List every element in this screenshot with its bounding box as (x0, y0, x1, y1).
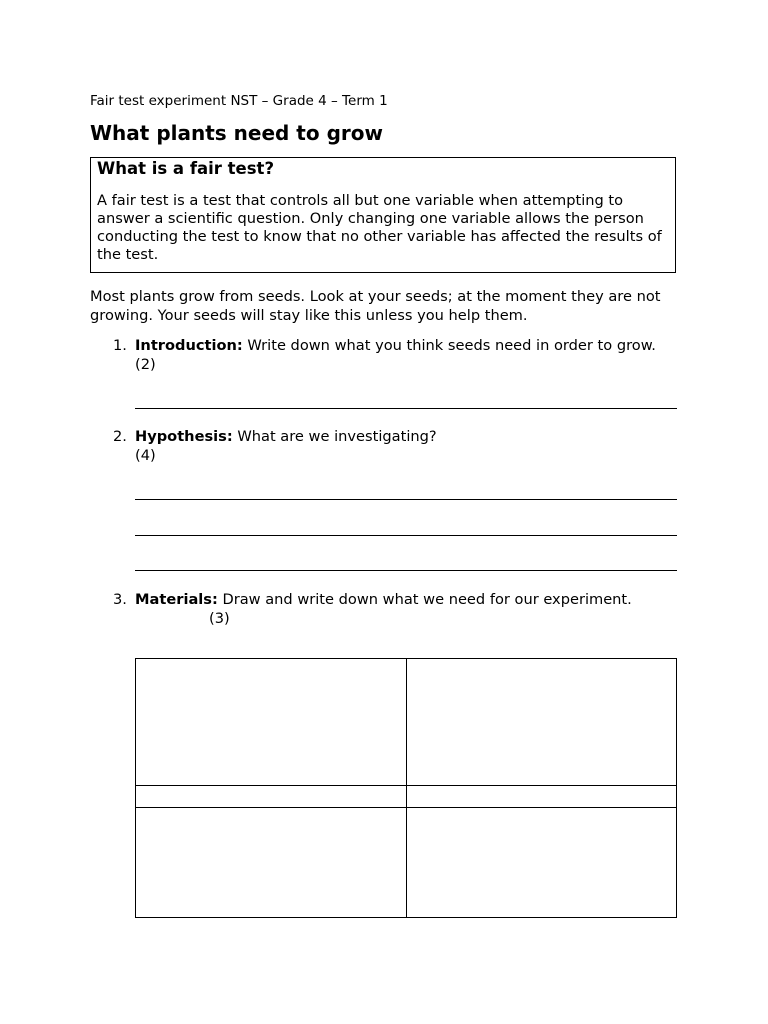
question-1-label: Introduction: (135, 337, 243, 354)
drawing-cell[interactable] (406, 807, 677, 917)
question-3-label: Materials: (135, 591, 218, 608)
answer-line[interactable] (135, 408, 677, 409)
table-row (136, 786, 677, 807)
question-3-marks: (3) (209, 610, 230, 627)
label-cell[interactable] (406, 786, 677, 807)
table-row (136, 807, 677, 917)
table-row (136, 659, 677, 786)
answer-line[interactable] (135, 499, 677, 500)
drawing-cell[interactable] (136, 807, 407, 917)
question-3-prompt: Draw and write down what we need for our experiment. (217, 591, 632, 608)
question-2-text (135, 427, 437, 446)
intro-paragraph: Most plants grow from seeds. Look at your seeds; at the moment they are not growing. Your seeds will stay like this unless you help them. (90, 288, 661, 324)
question-2-number: 2. (113, 428, 127, 445)
question-2-prompt: What are we investigating? (232, 428, 437, 445)
question-1-text (135, 336, 656, 355)
answer-line[interactable] (135, 535, 677, 536)
question-3-number: 3. (113, 591, 127, 608)
drawing-cell[interactable] (406, 659, 677, 786)
answer-line[interactable] (135, 570, 677, 571)
label-cell[interactable] (136, 786, 407, 807)
question-1-prompt: Write down what you think seeds need in order to grow. (242, 337, 656, 354)
materials-table (135, 658, 677, 918)
drawing-cell[interactable] (136, 659, 407, 786)
worksheet-subtitle: Fair test experiment NST – Grade 4 – Term 1 (90, 93, 388, 109)
question-2-label: Hypothesis: (135, 428, 233, 445)
page-title: What plants need to grow (90, 121, 383, 145)
question-2-marks: (4) (135, 447, 156, 464)
question-1-marks: (2) (135, 356, 156, 373)
definition-heading: What is a fair test? (97, 159, 275, 178)
definition-text: A fair test is a test that controls all but one variable when attempting to answer a scientific question. Only changing one variable allows the person conducting the test to know that no other variable has affected the results of the test. (97, 192, 662, 263)
question-1-number: 1. (113, 337, 127, 354)
question-3-text (135, 590, 632, 609)
